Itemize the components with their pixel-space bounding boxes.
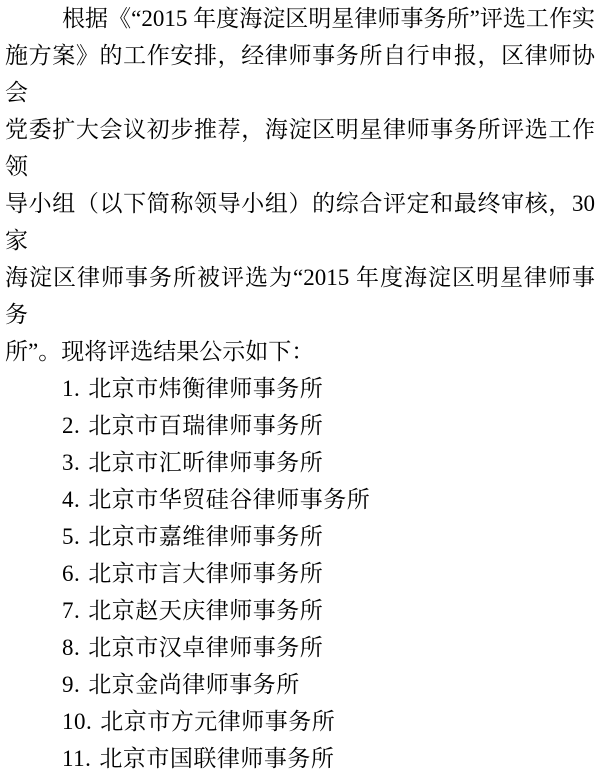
list-item-firm [5,740,595,777]
list-item-firm [5,518,595,555]
firm-name: 北京市言大律师事务所 [88,561,324,586]
paragraph-line: 施方案》的工作安排，经律师事务所自行申报，区律师协会 [5,43,595,105]
list-item-firm [5,444,595,481]
intro-paragraph [5,0,595,370]
paragraph-line: 党委扩大会议初步推荐，海淀区明星律师事务所评选工作领 [5,117,595,179]
list-item-number: 2. [62,413,81,438]
list-item-number: 6. [62,561,81,586]
list-item-firm [5,666,595,703]
firm-name: 北京市嘉维律师事务所 [88,524,324,549]
list-item-firm [5,592,595,629]
list-item-firm [5,370,595,407]
firm-list [5,370,595,777]
list-item-number: 7. [62,598,81,623]
firm-name: 北京市百瑞律师事务所 [88,413,324,438]
list-item-number: 8. [62,635,81,660]
list-item-firm [5,555,595,592]
firm-name: 北京市国联律师事务所 [99,746,335,771]
paragraph-line: 导小组（以下简称领导小组）的综合评定和最终审核，30 家 [5,191,595,253]
list-item-number: 11. [62,746,92,771]
list-item-number: 10. [62,709,93,734]
list-item-firm [5,703,595,740]
firm-name: 北京市汇昕律师事务所 [88,450,324,475]
paragraph-line: 所”。现将评选结果公示如下： [5,339,315,364]
list-item-firm [5,629,595,666]
firm-name: 北京市方元律师事务所 [100,709,336,734]
paragraph-line: 根据《“2015 年度海淀区明星律师事务所”评选工作实 [62,6,595,31]
paragraph-line: 海淀区律师事务所被评选为“2015 年度海淀区明星律师事务 [5,265,595,327]
list-item-number: 5. [62,524,81,549]
list-item-firm [5,481,595,518]
firm-name: 北京市炜衡律师事务所 [88,376,324,401]
list-item-number: 9. [62,672,81,697]
list-item-firm [5,407,595,444]
list-item-number: 4. [62,487,81,512]
firm-name: 北京市华贸硅谷律师事务所 [88,487,371,512]
firm-name: 北京金尚律师事务所 [88,672,300,697]
firm-name: 北京赵天庆律师事务所 [88,598,324,623]
list-item-number: 3. [62,450,81,475]
list-item-number: 1. [62,376,81,401]
firm-name: 北京市汉卓律师事务所 [88,635,324,660]
